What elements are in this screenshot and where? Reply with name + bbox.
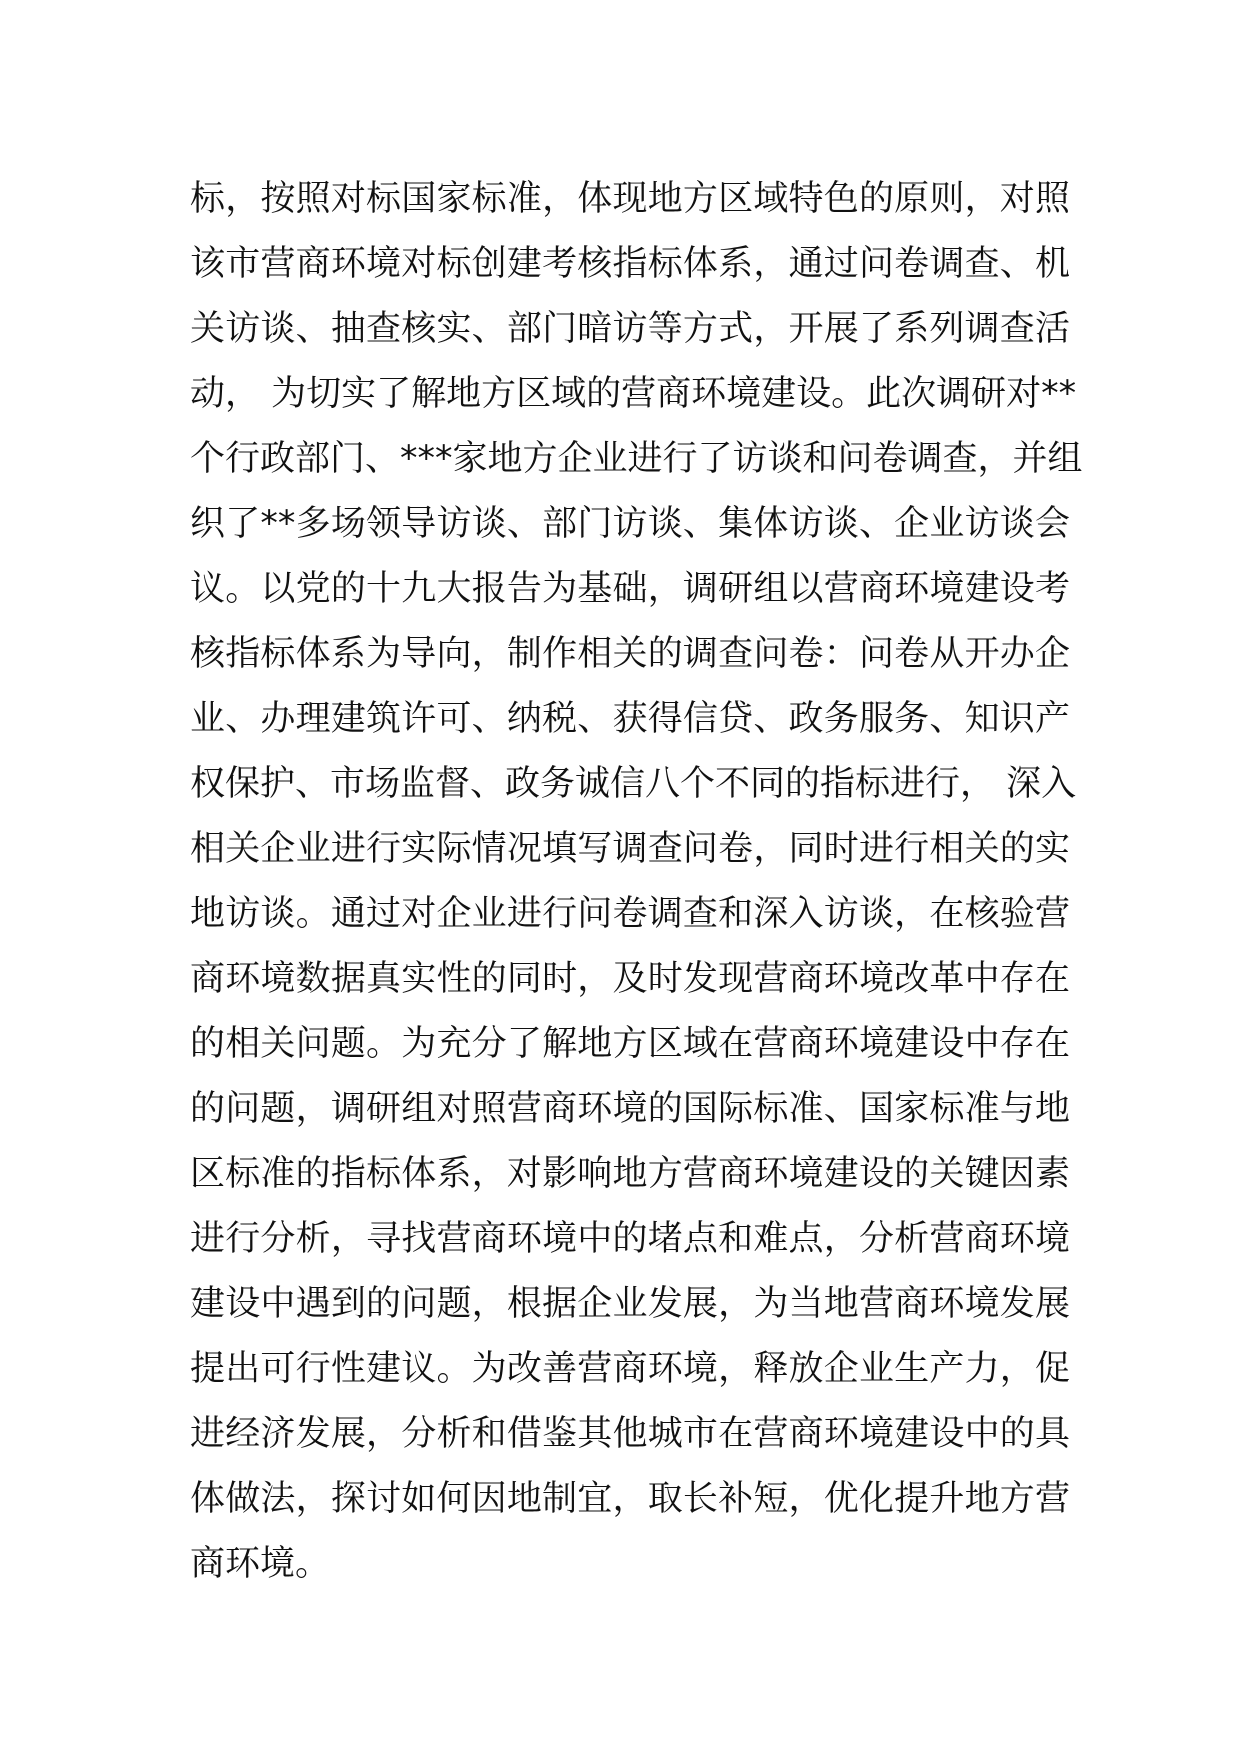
paragraph-line: 动， 为切实了解地方区域的营商环境建设。此次调研对** [190,374,1077,414]
paragraph-line: 议。以党的十九大报告为基础，调研组以营商环境建设考 [190,569,1070,609]
paragraph-line: 提出可行性建议。为改善营商环境，释放企业生产力，促 [190,1349,1070,1389]
paragraph-line: 地访谈。通过对企业进行问卷调查和深入访谈，在核验营 [190,894,1070,934]
paragraph-line: 核指标体系为导向，制作相关的调查问卷：问卷从开办企 [190,634,1070,674]
paragraph-line: 相关企业进行实际情况填写调查问卷，同时进行相关的实 [190,829,1070,869]
paragraph-line: 体做法，探讨如何因地制宜，取长补短，优化提升地方营 [190,1479,1070,1519]
body-paragraph [190,167,1083,1597]
paragraph-line: 权保护、市场监督、政务诚信八个不同的指标进行， 深入 [190,764,1077,804]
paragraph-line: 织了**多场领导访谈、部门访谈、集体访谈、企业访谈会 [190,504,1070,544]
paragraph-line: 区标准的指标体系，对影响地方营商环境建设的关键因素 [190,1154,1070,1194]
paragraph-line: 进经济发展，分析和借鉴其他城市在营商环境建设中的具 [190,1414,1070,1454]
paragraph-line: 商环境数据真实性的同时，及时发现营商环境改革中存在 [190,959,1070,999]
paragraph-line: 该市营商环境对标创建考核指标体系，通过问卷调查、机 [190,244,1070,284]
paragraph-line: 业、办理建筑许可、纳税、获得信贷、政务服务、知识产 [190,699,1070,739]
paragraph-line: 的相关问题。为充分了解地方区域在营商环境建设中存在 [190,1024,1070,1064]
paragraph-line: 的问题，调研组对照营商环境的国际标准、国家标准与地 [190,1089,1070,1129]
paragraph-line: 进行分析，寻找营商环境中的堵点和难点，分析营商环境 [190,1219,1070,1259]
paragraph-line: 个行政部门、***家地方企业进行了访谈和问卷调查，并组 [190,439,1083,479]
paragraph-line: 标，按照对标国家标准，体现地方区域特色的原则，对照 [190,179,1070,219]
paragraph-line: 关访谈、抽查核实、部门暗访等方式，开展了系列调查活 [190,309,1070,349]
paragraph-line: 建设中遇到的问题，根据企业发展，为当地营商环境发展 [190,1284,1070,1324]
paragraph-line-last: 商环境。 [190,1544,331,1584]
